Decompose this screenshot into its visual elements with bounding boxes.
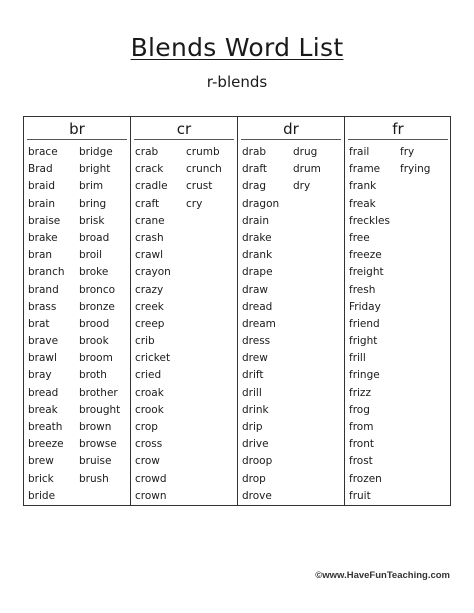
word-item: drill (242, 386, 262, 399)
word-item: bruise (79, 455, 112, 468)
copyright-footer: ©www.HaveFunTeaching.com (315, 570, 450, 581)
word-item: brake (28, 231, 58, 244)
word-item: crawl (135, 249, 164, 262)
word-item: drain (242, 214, 269, 227)
word-item: cried (135, 369, 162, 382)
word-item: braise (28, 214, 61, 227)
word-item: broom (79, 352, 113, 365)
word-item: browse (79, 438, 117, 451)
word-item: draw (242, 283, 269, 296)
word-item: Friday (349, 300, 381, 313)
word-item: brace (28, 146, 58, 158)
word-item: dread (242, 300, 273, 313)
word-item: cry (186, 197, 203, 210)
word-item: bronco (79, 283, 116, 296)
word-item: dry (293, 180, 311, 193)
word-item: creep (135, 317, 165, 330)
word-item: brought (79, 403, 121, 416)
word-list (135, 144, 186, 505)
word-item: crayon (135, 266, 171, 279)
word-item: croak (135, 386, 164, 399)
word-item: brood (79, 317, 110, 330)
word-item: drew (242, 352, 268, 365)
word-item: braid (28, 180, 55, 193)
word-list (79, 144, 130, 505)
word-item: droop (242, 455, 273, 468)
word-item: drank (242, 249, 273, 262)
word-item: cross (135, 438, 163, 451)
word-item: crook (135, 403, 164, 416)
word-item: broth (79, 369, 107, 382)
word-item: bring (79, 197, 107, 210)
word-item: brave (28, 335, 59, 348)
word-item: frying (400, 163, 431, 176)
word-item: drip (242, 421, 263, 433)
word-item: brew (28, 455, 54, 468)
word-list (293, 144, 344, 505)
word-item: fresh (349, 283, 376, 296)
word-item: fringe (349, 369, 380, 382)
word-item: brass (28, 300, 57, 313)
word-item: brown (79, 421, 112, 433)
word-item: brook (79, 335, 109, 348)
word-list (400, 144, 451, 505)
word-item: crazy (135, 283, 164, 296)
word-item: breath (28, 421, 63, 433)
word-item: freeze (349, 249, 382, 262)
column-body (131, 141, 237, 505)
word-item: drop (242, 472, 266, 485)
word-item: crumb (186, 146, 220, 158)
word-item: frozen (349, 472, 382, 485)
word-item: craft (135, 197, 160, 210)
page-subtitle: r-blends (206, 73, 268, 91)
word-item: frail (349, 146, 370, 158)
word-item: drape (242, 266, 273, 279)
word-item: cradle (135, 180, 168, 193)
word-item: brat (28, 317, 50, 330)
word-item: frog (349, 403, 370, 416)
word-item: freckles (349, 214, 390, 227)
word-list (242, 144, 293, 505)
word-item: crust (186, 180, 213, 193)
word-item: freak (349, 197, 376, 210)
word-item: brick (28, 472, 54, 485)
word-item: frame (349, 163, 381, 176)
column-header: fr (345, 117, 451, 141)
word-item: from (349, 421, 374, 433)
word-item: brawl (28, 352, 57, 365)
word-item: break (28, 403, 58, 416)
word-list (28, 144, 79, 505)
word-item: crash (135, 231, 164, 244)
word-item: crane (135, 214, 165, 227)
word-item: drag (242, 180, 267, 193)
word-item: front (349, 438, 374, 451)
column-header: dr (238, 117, 344, 141)
word-item: bray (28, 369, 52, 382)
word-item: cricket (135, 352, 171, 365)
word-item: fry (400, 146, 415, 158)
word-item: broke (79, 266, 109, 279)
column-body (24, 141, 130, 505)
word-item: Brad (28, 163, 53, 176)
blend-column-br (24, 117, 131, 505)
blend-column-dr (238, 117, 345, 505)
column-header: br (24, 117, 130, 141)
word-item: dress (242, 335, 271, 348)
word-item: bright (79, 163, 111, 176)
word-item: brain (28, 197, 55, 210)
word-item: dragon (242, 197, 280, 210)
word-item: crop (135, 421, 158, 433)
blend-column-fr (345, 117, 451, 505)
word-item: drift (242, 369, 264, 382)
column-body (345, 141, 451, 505)
word-item: bread (28, 386, 59, 399)
column-body (238, 141, 344, 505)
word-table (23, 116, 451, 506)
word-item: bran (28, 249, 53, 262)
word-item: bridge (79, 146, 113, 158)
word-item: crack (135, 163, 164, 176)
word-item: crib (135, 335, 155, 348)
word-item: branch (28, 266, 65, 279)
word-list (186, 144, 237, 505)
word-item: creek (135, 300, 164, 313)
word-item: frill (349, 352, 366, 365)
word-item: drove (242, 489, 272, 502)
word-item: broil (79, 249, 103, 262)
page-title: Blends Word List (130, 33, 344, 62)
word-item: crown (135, 489, 167, 502)
word-item: crow (135, 455, 160, 468)
word-item: frizz (349, 386, 371, 399)
word-item: brisk (79, 214, 105, 227)
word-item: drab (242, 146, 267, 158)
word-item: bride (28, 489, 56, 502)
word-item: free (349, 231, 370, 244)
word-item: fruit (349, 489, 371, 502)
word-item: friend (349, 317, 380, 330)
word-item: broad (79, 231, 110, 244)
word-item: brim (79, 180, 104, 193)
blend-column-cr (131, 117, 238, 505)
word-item: drink (242, 403, 269, 416)
word-item: fright (349, 335, 378, 348)
word-item: breeze (28, 438, 64, 451)
word-item: bronze (79, 300, 115, 313)
word-item: brother (79, 386, 118, 399)
word-item: draft (242, 163, 268, 176)
word-item: brand (28, 283, 59, 296)
word-item: drive (242, 438, 269, 451)
word-item: drum (293, 163, 321, 176)
word-item: freight (349, 266, 384, 279)
word-item: crunch (186, 163, 222, 176)
word-item: drake (242, 231, 272, 244)
word-item: brush (79, 472, 109, 485)
word-item: crowd (135, 472, 167, 485)
word-item: crab (135, 146, 159, 158)
column-header: cr (131, 117, 237, 141)
word-item: drug (293, 146, 318, 158)
word-item: dream (242, 317, 276, 330)
word-list (349, 144, 400, 505)
word-item: frank (349, 180, 377, 193)
word-item: frost (349, 455, 373, 468)
